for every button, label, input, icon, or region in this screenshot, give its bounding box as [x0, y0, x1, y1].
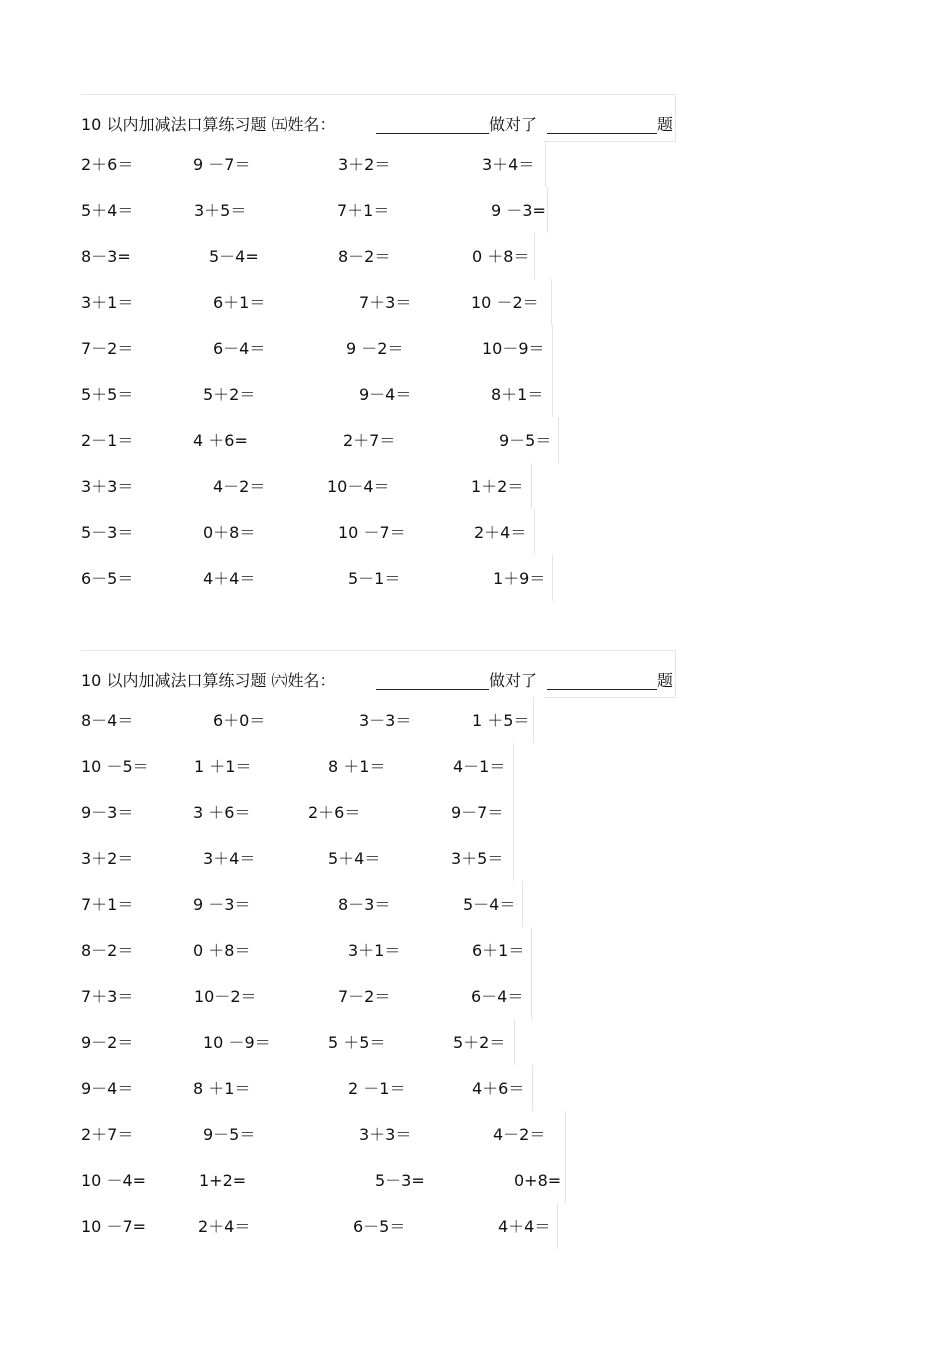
row-edge-rule: [531, 973, 532, 1019]
problem-list: [81, 697, 676, 1249]
problem: 4－2＝: [493, 1125, 546, 1144]
problem-row: [81, 141, 676, 187]
problem: 9－7＝: [451, 803, 504, 822]
problem: 5＋4＝: [328, 849, 381, 868]
worksheet-header: [81, 94, 676, 141]
problem: 7＋1＝: [81, 895, 134, 914]
problem: 7＋1＝: [337, 201, 390, 220]
problem: 4 ＋6=: [193, 431, 248, 450]
row-edge-rule: [545, 141, 546, 187]
problem: 7－2＝: [81, 339, 134, 358]
worksheet-6: [81, 650, 676, 1249]
worksheet-title: 10 以内加减法口算练习题 ㈥姓名：: [81, 671, 336, 690]
problem: 3 ＋6＝: [193, 803, 251, 822]
problem-row: [81, 973, 676, 1019]
problem: 3＋1＝: [81, 293, 134, 312]
problem: 9－2＝: [81, 1033, 134, 1052]
problem: 5－3=: [375, 1171, 425, 1190]
problem: 8－2＝: [338, 247, 391, 266]
problem: 9－4＝: [359, 385, 412, 404]
problem-row: [81, 881, 676, 927]
problem: 10 －4=: [81, 1171, 147, 1190]
problem: 6－5＝: [353, 1217, 406, 1236]
problem: 2＋6＝: [308, 803, 361, 822]
row-edge-rule: [513, 789, 514, 835]
problem: 3＋2＝: [338, 155, 391, 174]
problem: 4－2＝: [213, 477, 266, 496]
problem-row: [81, 1203, 676, 1249]
row-edge-rule: [531, 463, 532, 509]
problem-row: [81, 835, 676, 881]
problem: 4－1＝: [453, 757, 506, 776]
name-blank[interactable]: [376, 689, 489, 690]
problem-row: [81, 789, 676, 835]
problem-row: [81, 279, 676, 325]
problem-row: [81, 555, 676, 601]
row-edge-rule: [558, 417, 559, 463]
problem: 9－5＝: [499, 431, 552, 450]
problem: 8 ＋1＝: [193, 1079, 251, 1098]
problem: 5－1＝: [348, 569, 401, 588]
problem: 7＋3＝: [81, 987, 134, 1006]
problem: 7－2＝: [338, 987, 391, 1006]
problem: 8－3=: [81, 247, 131, 266]
problem: 6－4＝: [471, 987, 524, 1006]
problem-row: [81, 697, 676, 743]
problem: 8－3＝: [338, 895, 391, 914]
row-edge-rule: [513, 743, 514, 789]
problem: 1＋9＝: [493, 569, 546, 588]
row-edge-rule: [547, 187, 548, 233]
row-edge-rule: [513, 835, 514, 881]
problem: 5＋2＝: [453, 1033, 506, 1052]
problem: 1 ＋1＝: [194, 757, 252, 776]
row-edge-rule: [552, 371, 553, 417]
problem: 3＋2＝: [81, 849, 134, 868]
problem-row: [81, 325, 676, 371]
problem: 9－5＝: [203, 1125, 256, 1144]
problem: 5－4＝: [463, 895, 516, 914]
problem: 0 ＋8＝: [472, 247, 530, 266]
row-edge-rule: [551, 279, 552, 325]
problem: 2＋4＝: [198, 1217, 251, 1236]
problem: 3＋3＝: [359, 1125, 412, 1144]
row-edge-rule: [514, 1019, 515, 1065]
row-edge-rule: [531, 927, 532, 973]
problem: 3＋1＝: [348, 941, 401, 960]
problem: 8 ＋1＝: [328, 757, 386, 776]
name-blank[interactable]: [376, 133, 489, 134]
problem: 10 －7=: [81, 1217, 147, 1236]
row-edge-rule: [522, 881, 523, 927]
worksheet-title: 10 以内加减法口算练习题 ㈤姓名：: [81, 115, 336, 134]
problem: 9－4＝: [81, 1079, 134, 1098]
problem: 0＋8＝: [203, 523, 256, 542]
problem: 3＋4＝: [482, 155, 535, 174]
problem: 5－4=: [209, 247, 259, 266]
problem: 4＋4＝: [498, 1217, 551, 1236]
problem: 10 －7＝: [338, 523, 406, 542]
problem: 6＋1＝: [472, 941, 525, 960]
score-blank[interactable]: [547, 133, 657, 134]
problem: 5＋5＝: [81, 385, 134, 404]
problem: 8＋1＝: [491, 385, 544, 404]
problem-row: [81, 1157, 676, 1203]
problem: 3－3＝: [359, 711, 412, 730]
problem: 7＋3＝: [359, 293, 412, 312]
problem: 8－4＝: [81, 711, 134, 730]
problem: 9 －2＝: [346, 339, 404, 358]
problem-row: [81, 233, 676, 279]
row-edge-rule: [534, 233, 535, 279]
row-edge-rule: [552, 555, 553, 601]
problem: 0 ＋8＝: [193, 941, 251, 960]
score-blank[interactable]: [547, 689, 657, 690]
problem-row: [81, 463, 676, 509]
problem: 3＋5＝: [451, 849, 504, 868]
problem: 10 －9＝: [203, 1033, 271, 1052]
tail-label: 题: [657, 671, 674, 690]
problem: 6＋1＝: [213, 293, 266, 312]
worksheet-5: [81, 94, 676, 601]
problem: 9－3＝: [81, 803, 134, 822]
row-edge-rule: [552, 325, 553, 371]
problem: 6－4＝: [213, 339, 266, 358]
problem: 9 －7＝: [193, 155, 251, 174]
problem: 6－5＝: [81, 569, 134, 588]
row-edge-rule: [557, 1203, 558, 1249]
problem: 2 －1＝: [348, 1079, 406, 1098]
done-label: 做对了: [489, 671, 538, 690]
problem: 1+2=: [199, 1171, 247, 1190]
done-label: 做对了: [489, 115, 538, 134]
problem: 4＋4＝: [203, 569, 256, 588]
problem-row: [81, 187, 676, 233]
row-edge-rule: [533, 697, 534, 743]
problem: 3＋4＝: [203, 849, 256, 868]
tail-label: 题: [657, 115, 674, 134]
problem-row: [81, 743, 676, 789]
problem-row: [81, 1111, 676, 1157]
problem: 5 ＋5＝: [328, 1033, 386, 1052]
problem: 8－2＝: [81, 941, 134, 960]
problem-list: [81, 141, 676, 601]
problem: 6＋0＝: [213, 711, 266, 730]
problem-row: [81, 509, 676, 555]
problem: 10－4＝: [327, 477, 390, 496]
problem: 10 －2＝: [471, 293, 539, 312]
problem-row: [81, 371, 676, 417]
row-edge-rule: [565, 1111, 566, 1157]
row-edge-rule: [534, 509, 535, 555]
problem-row: [81, 927, 676, 973]
problem: 2＋6＝: [81, 155, 134, 174]
problem: 10－9＝: [482, 339, 545, 358]
problem: 5－3＝: [81, 523, 134, 542]
problem: 0+8=: [514, 1171, 562, 1190]
problem: 2＋4＝: [474, 523, 527, 542]
problem-row: [81, 1019, 676, 1065]
problem-row: [81, 1065, 676, 1111]
problem: 9 －3=: [491, 201, 546, 220]
problem-row: [81, 417, 676, 463]
problem: 1 ＋5＝: [472, 711, 530, 730]
problem: 3＋5＝: [194, 201, 247, 220]
problem: 9 －3＝: [193, 895, 251, 914]
row-edge-rule: [532, 1065, 533, 1111]
problem: 10－2＝: [194, 987, 257, 1006]
problem: 4＋6＝: [472, 1079, 525, 1098]
problem: 2＋7＝: [343, 431, 396, 450]
problem: 2－1＝: [81, 431, 134, 450]
problem: 2＋7＝: [81, 1125, 134, 1144]
problem: 5＋4＝: [81, 201, 134, 220]
row-edge-rule: [565, 1157, 566, 1203]
problem: 10 －5＝: [81, 757, 149, 776]
problem: 3＋3＝: [81, 477, 134, 496]
worksheet-header: [81, 650, 676, 697]
problem: 1＋2＝: [471, 477, 524, 496]
problem: 5＋2＝: [203, 385, 256, 404]
